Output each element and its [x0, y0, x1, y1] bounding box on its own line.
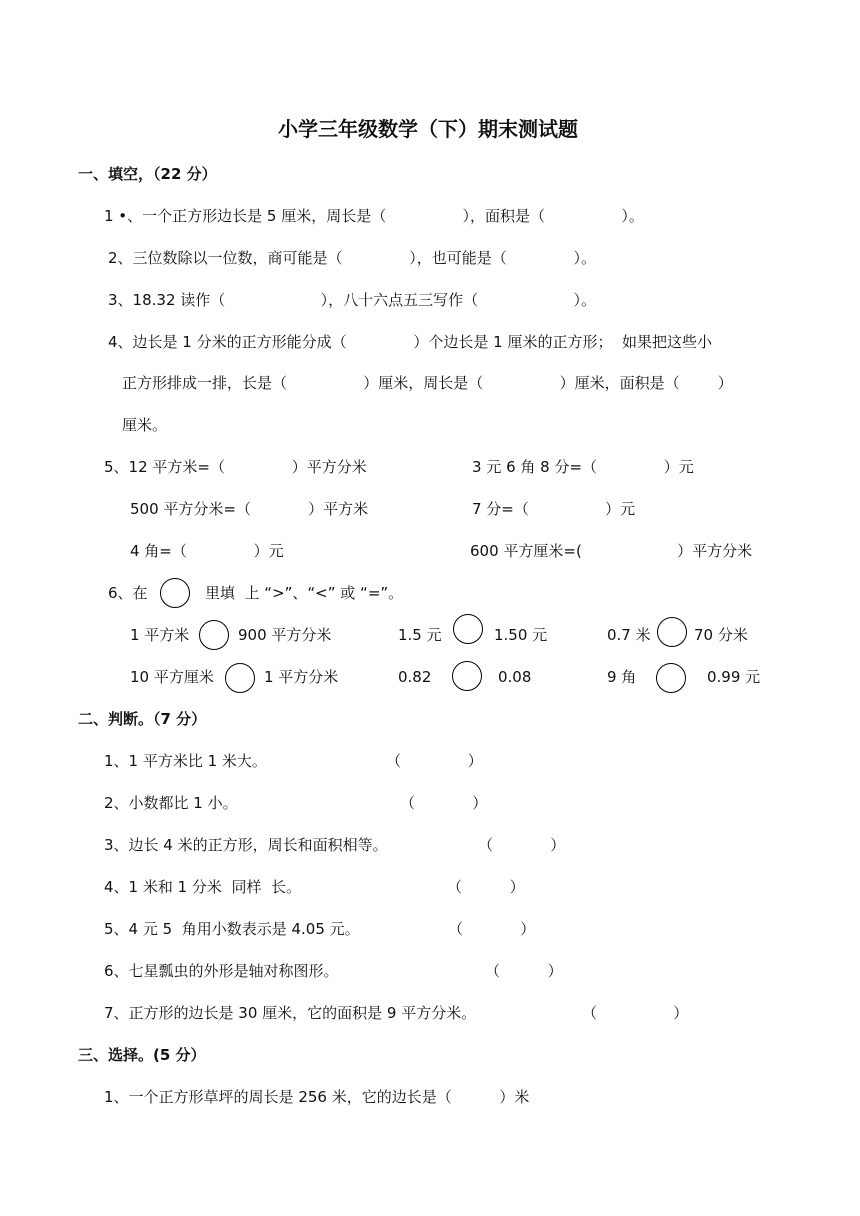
fill-question-1: 1 •、一个正方形边长是 5 厘米，周长是（ ），面积是（ ）。 [104, 207, 644, 225]
fill-question-3: 3、18.32 读作（ ），八十六点五三写作（ ）。 [108, 291, 596, 309]
fill-question-4-line3: 厘米。 [122, 416, 168, 434]
compare-circle-icon [160, 578, 190, 608]
judge-answer-paren[interactable]: （ ） [386, 752, 483, 770]
compare-circle-icon[interactable] [657, 617, 687, 647]
fill-question-5c: 500 平方分米=（ ）平方米 [130, 500, 369, 518]
judge-answer-paren[interactable]: （ ） [448, 920, 536, 938]
compare-circle-icon[interactable] [199, 620, 229, 650]
compare-right: 70 分米 [694, 626, 748, 644]
judge-item: 5、4 元 5 角用小数表示是 4.05 元。 [104, 920, 360, 938]
compare-right: 900 平方分米 [238, 626, 332, 644]
compare-right: 0.08 [498, 668, 532, 686]
compare-left: 0.7 米 [607, 626, 651, 644]
fill-question-5f: 600 平方厘米=( ）平方分米 [470, 542, 753, 560]
compare-right: 1 平方分米 [264, 668, 339, 686]
judge-answer-paren[interactable]: （ ） [447, 878, 525, 896]
judge-answer-paren[interactable]: （ ） [582, 1004, 689, 1022]
compare-left: 1 平方米 [130, 626, 190, 644]
fill-question-5d: 7 分=（ ）元 [472, 500, 636, 518]
compare-left: 1.5 元 [398, 626, 442, 644]
fill-question-4-line2: 正方形排成一排，长是（ ）厘米，周长是（ ）厘米，面积是（ ） [122, 374, 733, 392]
fill-question-5e: 4 角=（ ）元 [130, 542, 284, 560]
fill-question-5a: 5、12 平方米=（ ）平方分米 [104, 458, 367, 476]
compare-circle-icon[interactable] [453, 614, 483, 644]
fill-question-6-prefix: 6、在 [108, 584, 148, 602]
compare-left: 0.82 [398, 668, 432, 686]
fill-question-5b: 3 元 6 角 8 分=（ ）元 [472, 458, 694, 476]
compare-right: 1.50 元 [494, 626, 548, 644]
compare-circle-icon[interactable] [656, 663, 686, 693]
compare-left: 10 平方厘米 [130, 668, 214, 686]
judge-item: 4、1 米和 1 分米 同样 长。 [104, 878, 302, 896]
page-title: 小学三年级数学（下）期末测试题 [278, 117, 578, 141]
judge-item: 3、边长 4 米的正方形，周长和面积相等。 [104, 836, 388, 854]
judge-item: 7、正方形的边长是 30 厘米，它的面积是 9 平方分米。 [104, 1004, 477, 1022]
judge-answer-paren[interactable]: （ ） [478, 836, 566, 854]
section-heading-judge: 二、判断。（7 分） [78, 710, 207, 728]
section-heading-fill: 一、填空，（22 分） [78, 165, 217, 183]
fill-question-4-line1: 4、边长是 1 分米的正方形能分成（ ）个边长是 1 厘米的正方形； 如果把这些小 [108, 333, 712, 351]
choice-question-1: 1、一个正方形草坪的周长是 256 米，它的边长是（ ）米 [104, 1088, 530, 1106]
judge-answer-paren[interactable]: （ ） [485, 962, 563, 980]
section-heading-choice: 三、选择。(5 分） [78, 1046, 206, 1064]
fill-question-2: 2、三位数除以一位数，商可能是（ ），也可能是（ ）。 [108, 249, 597, 267]
compare-right: 0.99 元 [707, 668, 761, 686]
judge-answer-paren[interactable]: （ ） [400, 794, 488, 812]
judge-item: 1、1 平方米比 1 米大。 [104, 752, 267, 770]
judge-item: 2、小数都比 1 小。 [104, 794, 238, 812]
fill-question-6-suffix: 里填 上 “>”、“<” 或 “=”。 [205, 584, 404, 602]
compare-circle-icon[interactable] [452, 661, 482, 691]
judge-item: 6、七星瓢虫的外形是轴对称图形。 [104, 962, 339, 980]
compare-circle-icon[interactable] [225, 663, 255, 693]
compare-left: 9 角 [607, 668, 637, 686]
